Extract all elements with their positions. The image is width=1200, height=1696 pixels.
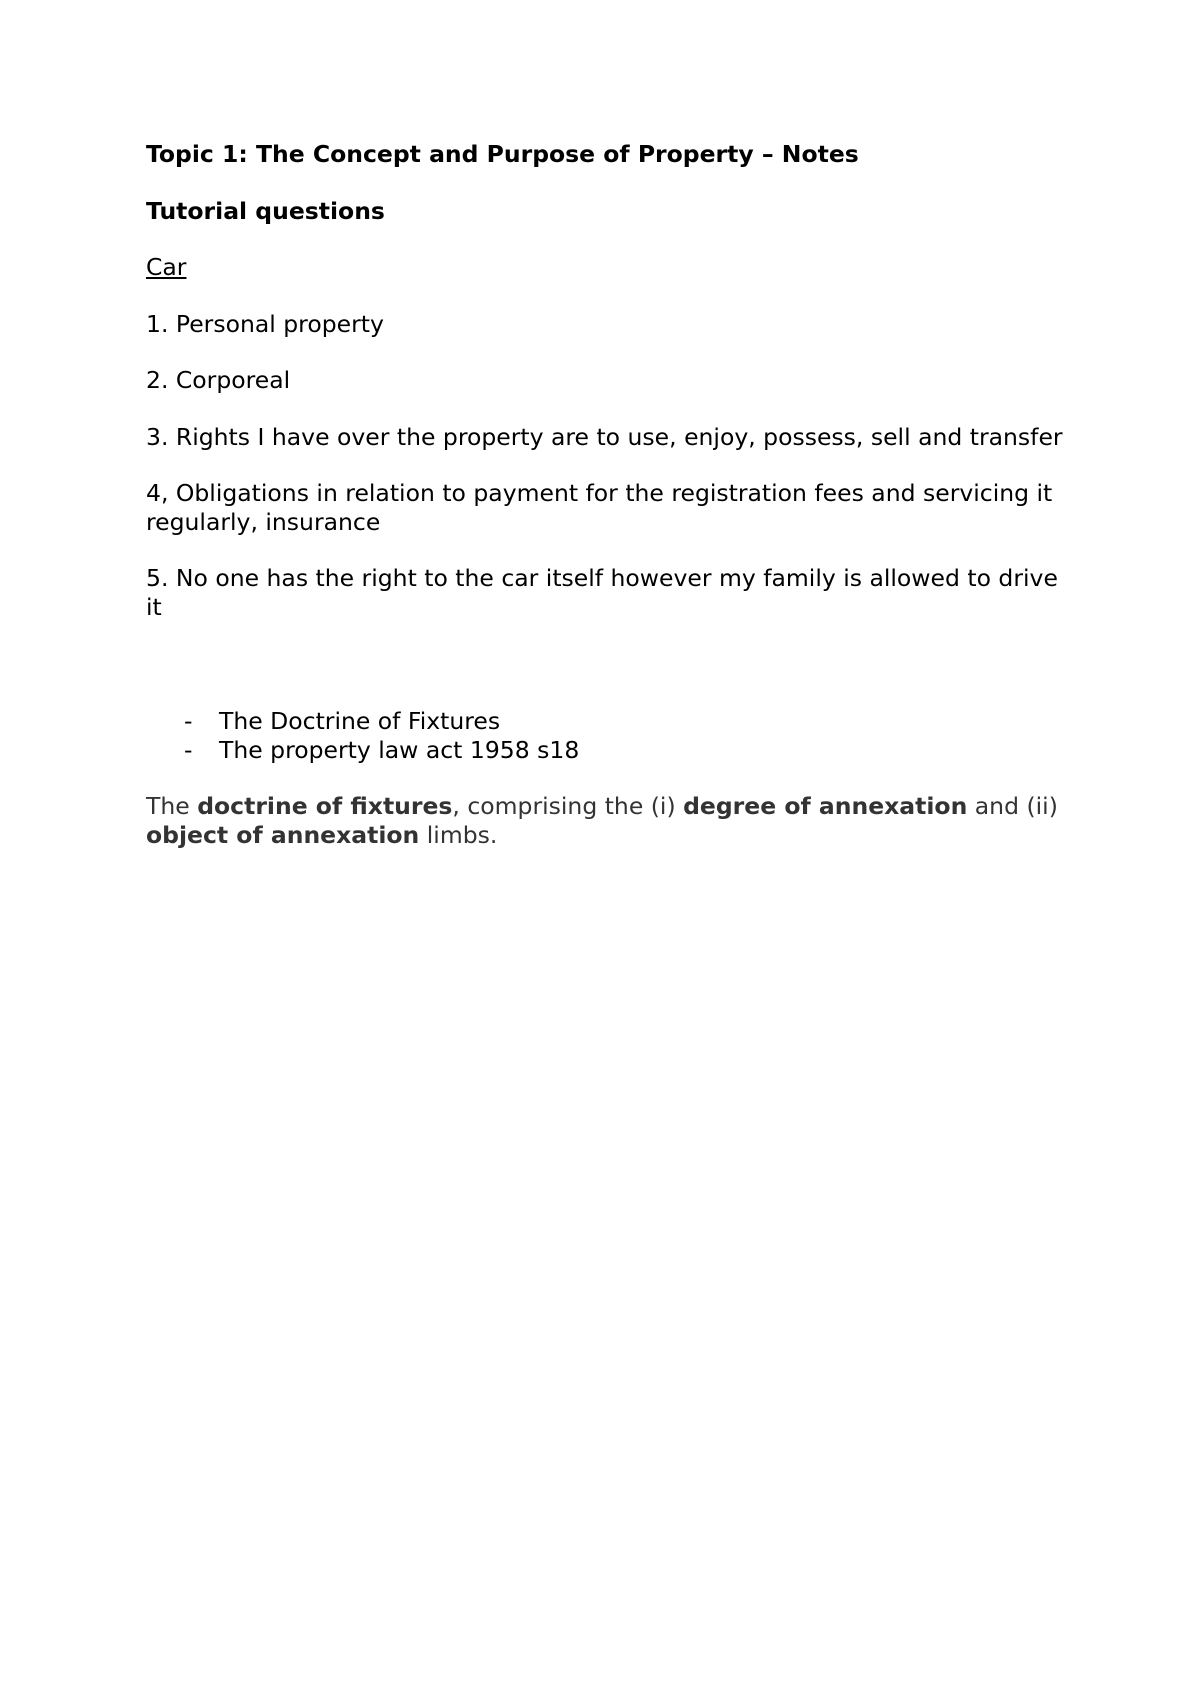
closing-paragraph (146, 792, 1076, 849)
list-item: 1. Personal property (146, 309, 384, 338)
list-item: 3. Rights I have over the property are to use, enjoy, possess, sell and transfer (146, 422, 1063, 451)
document-page (146, 140, 1076, 877)
section-heading: Car (146, 253, 187, 281)
dash-bullet: - (184, 735, 193, 764)
dash-list-item-text: The Doctrine of Fixtures (219, 707, 501, 735)
list-item: 5. No one has the right to the car itself however my family is allowed to drive it (146, 564, 1058, 621)
dash-list-item (146, 707, 1076, 736)
dash-list (146, 707, 1076, 764)
document-title: Topic 1: The Concept and Purpose of Property – Notes (146, 140, 859, 168)
closing-bold-2: degree of annexation (683, 792, 968, 820)
closing-text-1: The (146, 792, 198, 820)
closing-text-4: limbs. (419, 820, 498, 849)
closing-text-2: , comprising the (i) (452, 792, 684, 820)
list-item: 2. Corporeal (146, 366, 291, 394)
blank-space (146, 621, 1076, 679)
closing-bold-1: doctrine of fixtures (197, 792, 453, 820)
document-subtitle: Tutorial questions (146, 196, 385, 225)
dash-list-item-text: The property law act 1958 s18 (219, 735, 580, 764)
dash-list-item (146, 736, 1076, 765)
closing-text-3: and (ii) (967, 792, 1058, 820)
list-item: 4, Obligations in relation to payment for the registration fees and servicing it regularly, insurance (146, 479, 1053, 536)
closing-bold-3: object of annexation (146, 820, 420, 849)
dash-bullet: - (184, 707, 193, 735)
